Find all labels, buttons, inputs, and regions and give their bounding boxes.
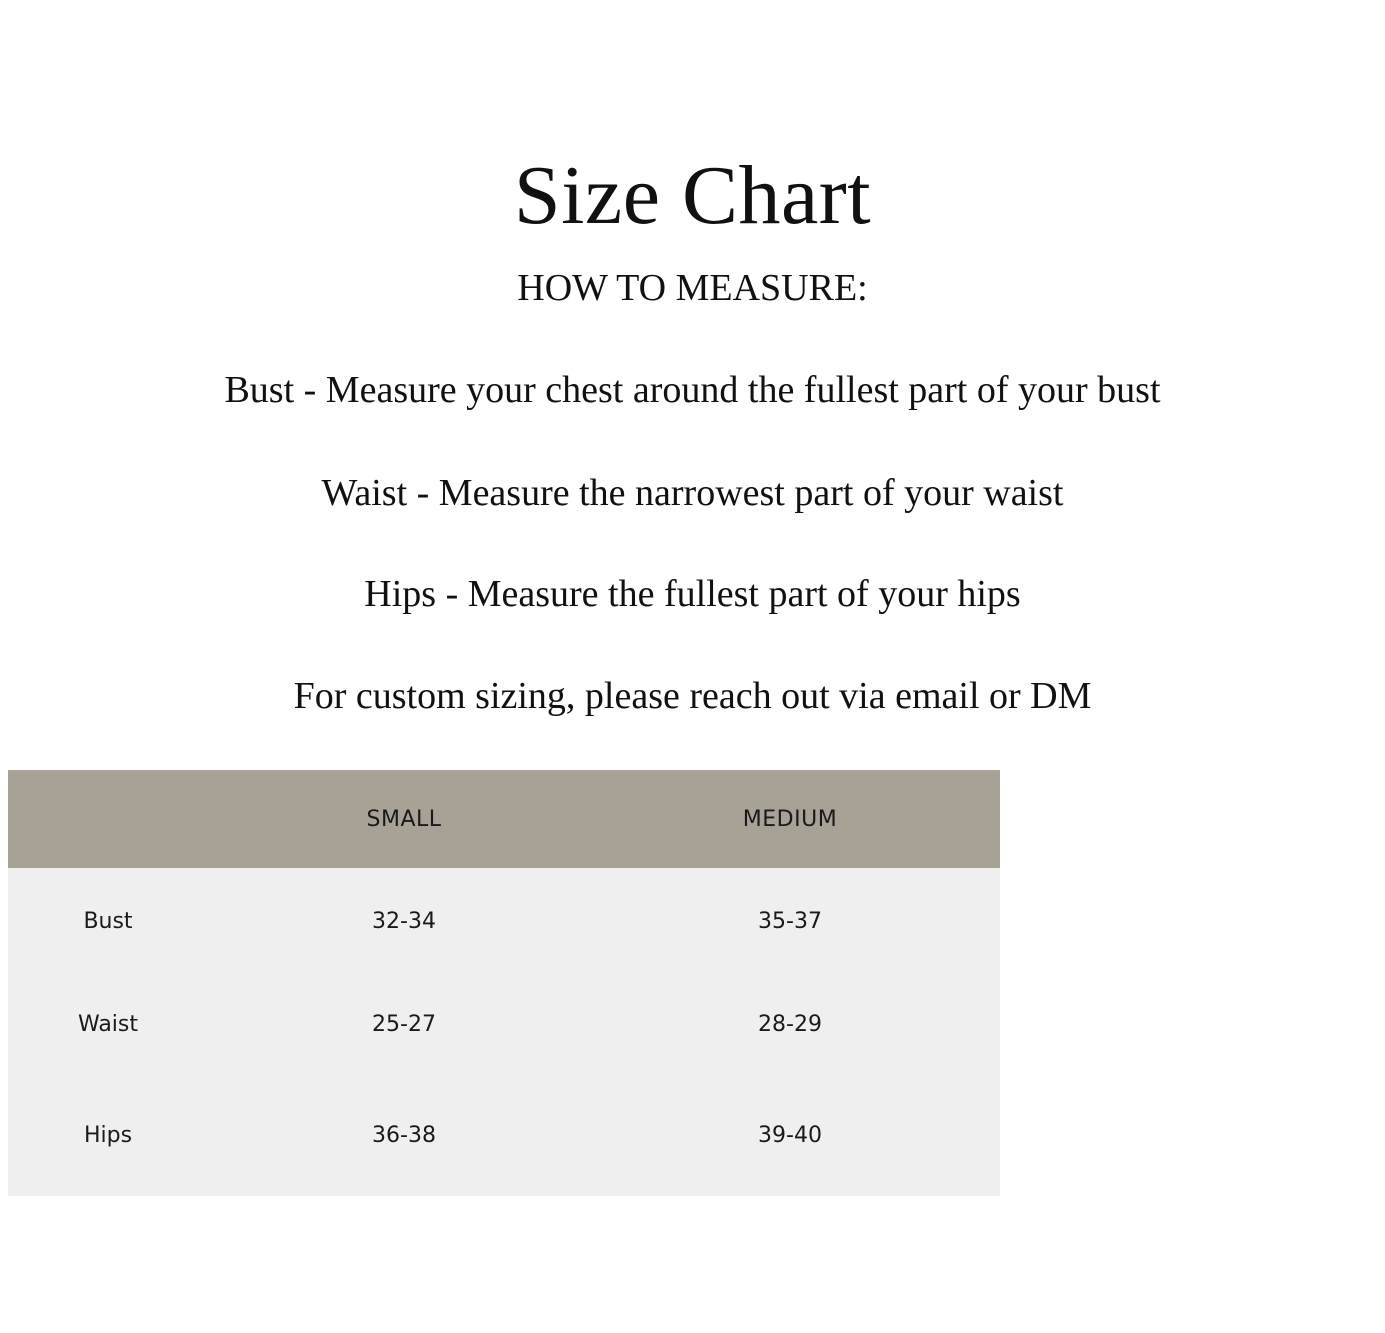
- custom-sizing-note: For custom sizing, please reach out via email or DM: [293, 675, 1092, 717]
- waist-medium-value: 28-29: [758, 1012, 822, 1037]
- page-title: Size Chart: [513, 149, 872, 243]
- size-table: [8, 770, 1000, 1196]
- bust-instruction: Bust - Measure your chest around the fullest part of your bust: [224, 369, 1161, 411]
- hips-instruction: Hips - Measure the fullest part of your hips: [364, 573, 1021, 615]
- column-header-small: SMALL: [366, 807, 442, 832]
- column-header-medium: MEDIUM: [742, 807, 838, 832]
- table-body: [8, 868, 1000, 1196]
- row-label-waist: Waist: [77, 1012, 139, 1037]
- row-label-hips: Hips: [83, 1123, 133, 1148]
- row-label-bust: Bust: [83, 909, 133, 934]
- bust-medium-value: 35-37: [758, 909, 822, 934]
- how-to-measure-heading: HOW TO MEASURE:: [517, 267, 868, 309]
- table-header: [8, 770, 1000, 868]
- bust-small-value: 32-34: [372, 909, 436, 934]
- waist-instruction: Waist - Measure the narrowest part of your waist: [321, 472, 1064, 514]
- hips-small-value: 36-38: [372, 1123, 436, 1148]
- waist-small-value: 25-27: [372, 1012, 436, 1037]
- hips-medium-value: 39-40: [758, 1123, 822, 1148]
